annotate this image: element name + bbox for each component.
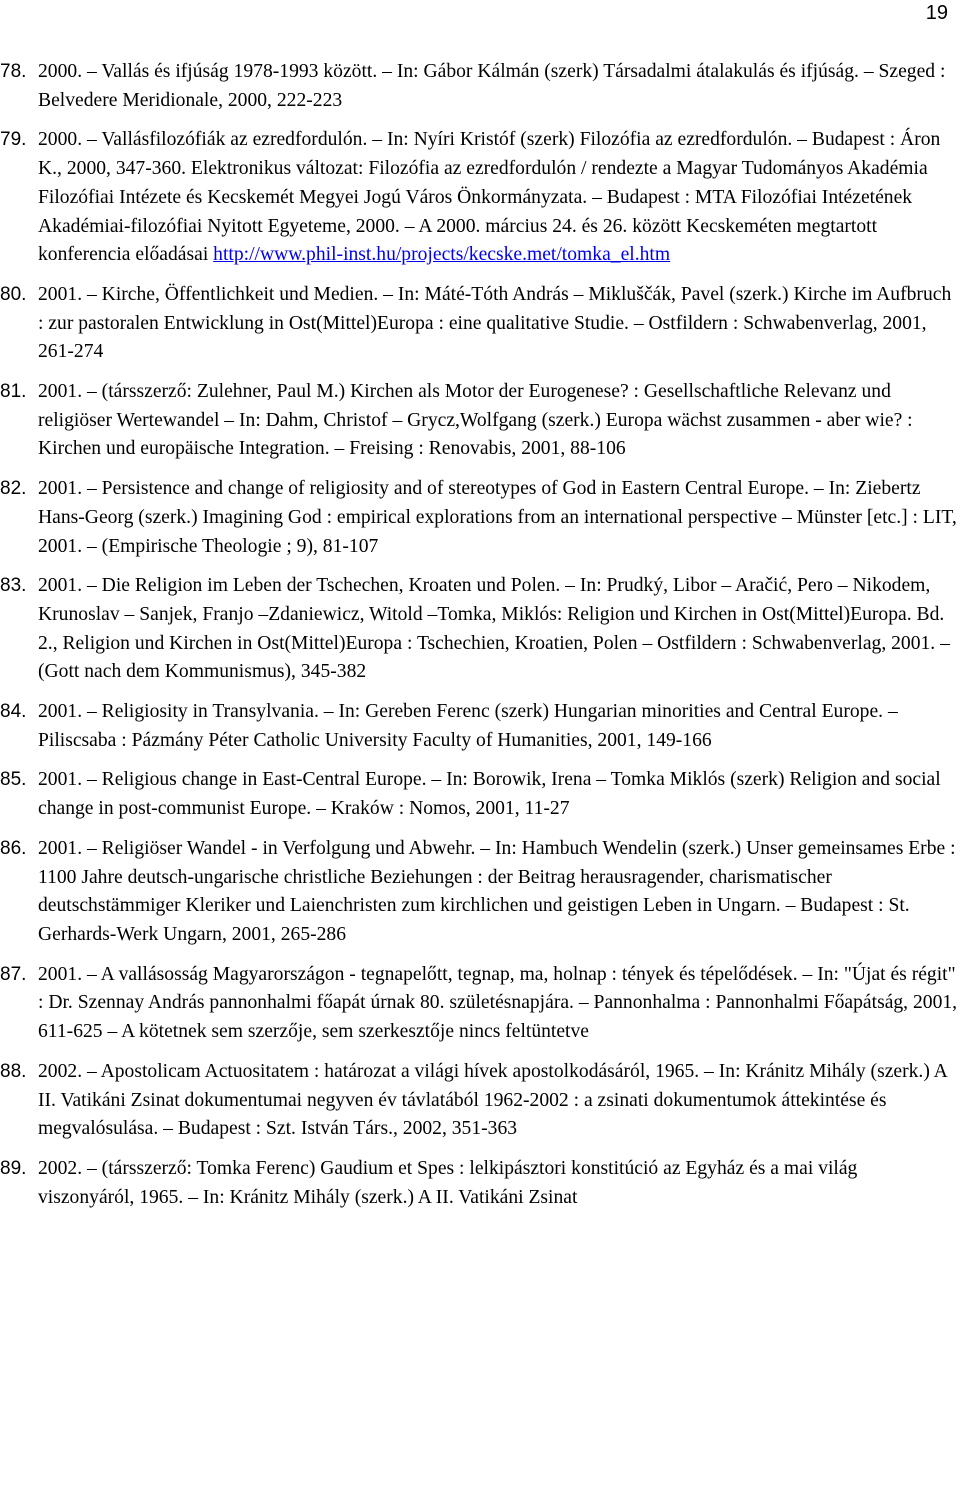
entry-text: 2000. – Vallás és ifjúság 1978-1993 között. – In: Gábor Kálmán (szerk) Társadalmi átalakulás és ifjúság. – Szeged : Belvedere Meridionale, 2000, 222-223 <box>38 61 946 111</box>
bibliography-entry <box>0 1155 960 1212</box>
bibliography-entry <box>0 961 960 1047</box>
bibliography-list <box>0 58 960 1223</box>
entry-text: 2001. – A vallásosság Magyarországon - tegnapelőtt, tegnap, ma, holnap : tények és tépelődések. – In: "Újat és régit" : Dr. Szennay András pannonhalmi főapát úrnak 80. születésnapjára. – Pannonhalma : Pannonhalmi Főapátság, 2001, 611-625 – A kötetnek sem szerzője, sem szerkesztője nincs feltüntetve <box>38 963 958 1043</box>
entry-number: 85. <box>0 769 27 791</box>
entry-number: 89. <box>0 1157 27 1179</box>
page-number: 19 <box>925 2 948 24</box>
entry-text: 2001. – Religiosity in Transylvania. – In: Gereben Ferenc (szerk) Hungarian minorities and Central Europe. – Piliscsaba : Pázmány Péter Catholic University Faculty of Humanities, 2001, 149-166 <box>38 701 898 751</box>
entry-text: 2001. – Die Religion im Leben der Tschechen, Kroaten und Polen. – In: Prudký, Libor – Aračić, Pero – Nikodem, Krunoslav – Sanjek, Franjo –Zdaniewicz, Witold –Tomka, Miklós: Religion und Kirchen in Ost(Mittel)Europa. Bd. 2., Religion und Kirchen in Ost(Mittel)Europa : Tschechien, Kroatien, Polen – Ostfildern : Schwabenverlag, 2001. – (Gott nach dem Kommunismus), 345-382 <box>38 575 950 683</box>
bibliography-entry <box>0 1058 960 1144</box>
bibliography-entry <box>0 835 960 950</box>
entry-number: 88. <box>0 1060 27 1082</box>
entry-text: 2000. – Vallásfilozófiák az ezredfordulón. – In: Nyíri Kristóf (szerk) Filozófia az ezredfordulón. – Budapest : Áron K., 2000, 347-360. Elektronikus változat: Filozófia az ezredfordulón / rendezte a Magyar Tudományos Akadémia Filozófiai Intézete és Kecskemét Megyei Jogú Város Önkormányzata. – Budapest : MTA Filozófiai Intézetének Akadémiai-filozófiai Nyitott Egyeteme, 2000. – A 2000. március 24. és 26. között Kecskeméten megtartott konferencia előadásai <box>38 129 941 266</box>
entry-number: 87. <box>0 963 27 985</box>
entry-text: 2002. – Apostolicam Actuositatem : határozat a világi hívek apostolkodásáról, 1965. – In: Kránitz Mihály (szerk.) A II. Vatikáni Zsinat dokumentumai negyven év távlatából 1962-2002 : a zsinati dokumentumok áttekintése és megvalósulása. – Budapest : Szt. István Társ., 2002, 351-363 <box>38 1060 947 1140</box>
bibliography-entry <box>0 58 960 115</box>
entry-number: 80. <box>0 283 27 305</box>
bibliography-entry <box>0 698 960 755</box>
entry-number: 86. <box>0 837 27 859</box>
entry-link[interactable]: http://www.phil-inst.hu/projects/kecske.met/tomka_el.htm <box>213 244 671 266</box>
bibliography-entry <box>0 475 960 561</box>
entry-number: 84. <box>0 701 27 723</box>
entry-text: 2001. – (társszerző: Zulehner, Paul M.) Kirchen als Motor der Eurogenese? : Gesellschaftliche Relevanz und religiöser Wertewandel – In: Dahm, Christof – Grycz,Wolfgang (szerk.) Europa wächst zusammen - aber wie? : Kirchen und europäische Integration. – Freising : Renovabis, 2001, 88-106 <box>38 381 913 460</box>
bibliography-entry <box>0 281 960 367</box>
entry-text: 2001. – Persistence and change of religiosity and of stereotypes of God in Eastern Central Europe. – In: Ziebertz Hans-Georg (szerk.) Imagining God : empirical explorations from an international perspective – Münster [etc.] : LIT, 2001. – (Empirische Theologie ; 9), 81-107 <box>38 478 957 557</box>
bibliography-entry <box>0 766 960 823</box>
entry-text: 2001. – Religiöser Wandel - in Verfolgung und Abwehr. – In: Hambuch Wendelin (szerk.) Unser gemeinsames Erbe : 1100 Jahre deutsch-ungarische christliche Beziehungen : der Beitrag herausragender, charismatischer deutschstämmiger Kleriker und Laienchristen zum kirchlichen und geistigen Leben in Ungarn. – Budapest : St. Gerhards-Werk Ungarn, 2001, 265-286 <box>38 837 956 945</box>
entry-text: 2001. – Religious change in East-Central Europe. – In: Borowik, Irena – Tomka Miklós (szerk) Religion and social change in post-communist Europe. – Kraków : Nomos, 2001, 11-27 <box>38 769 941 820</box>
entry-number: 82. <box>0 478 27 500</box>
entry-number: 79. <box>0 129 27 151</box>
bibliography-entry <box>0 126 960 270</box>
entry-number: 81. <box>0 381 27 403</box>
entry-text: 2002. – (társszerző: Tomka Ferenc) Gaudium et Spes : lelkipásztori konstitúció az Egyház és a mai világ viszonyáról, 1965. – In: Kránitz Mihály (szerk.) A II. Vatikáni Zsinat <box>38 1157 858 1208</box>
bibliography-entry <box>0 378 960 464</box>
entry-text: 2001. – Kirche, Öffentlichkeit und Medien. – In: Máté-Tóth András – Mikluščák, Pavel (szerk.) Kirche im Aufbruch : zur pastoralen Entwicklung in Ost(Mittel)Europa : eine qualitative Studie. – Ostfildern : Schwabenverlag, 2001, 261-274 <box>38 283 952 363</box>
bibliography-entry <box>0 572 960 687</box>
entry-number: 78. <box>0 61 27 82</box>
entry-number: 83. <box>0 575 27 597</box>
